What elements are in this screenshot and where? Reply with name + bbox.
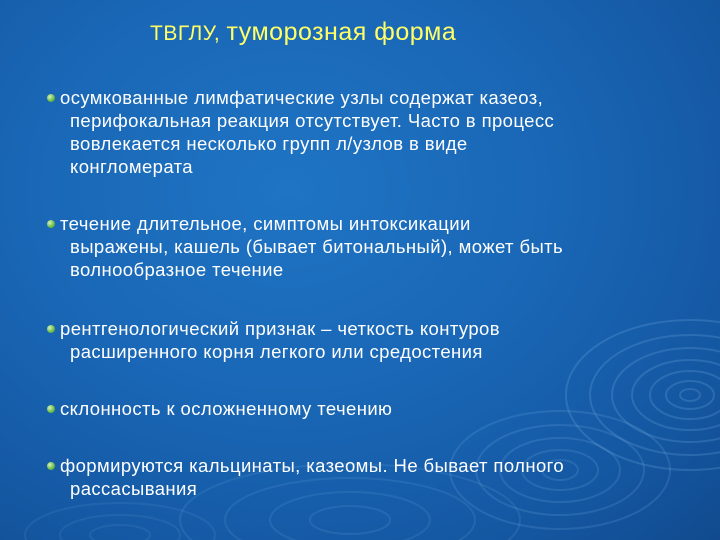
bullet-text xyxy=(60,86,710,178)
bullet-dot-icon xyxy=(47,325,55,333)
bullet-line: вовлекается несколько групп л/узлов в виде xyxy=(70,133,468,154)
title-abbreviation: ТВГЛУ, xyxy=(150,22,227,45)
bullet-dot-icon xyxy=(47,462,55,470)
bullet-line: течение длительное, симптомы интоксикации xyxy=(60,213,471,234)
title-subject: туморозная форма xyxy=(226,18,457,46)
bullet-dot-icon xyxy=(47,94,55,102)
bullet-text xyxy=(60,317,710,363)
bullet-line: расширенного корня легкого или средостения xyxy=(70,341,483,362)
bullet-line: формируются кальцинаты, казеомы. Не бывает полного xyxy=(60,455,565,476)
bullet-dot-icon xyxy=(47,405,55,413)
bullet-text xyxy=(60,397,710,420)
bullet-line: склонность к осложненному течению xyxy=(60,398,393,419)
bullet-line: перифокальная реакция отсутствует. Часто в процесс xyxy=(70,110,555,131)
bullet-text xyxy=(60,212,710,281)
bullet-line: конгломерата xyxy=(70,156,193,177)
bullet-line: рентгенологический признак – четкость контуров xyxy=(60,318,500,339)
bullet-dot-icon xyxy=(47,220,55,228)
bullet-line: рассасывания xyxy=(70,478,198,499)
bullet-line: осумкованные лимфатические узлы содержат казеоз, xyxy=(60,87,544,108)
bullet-line: волнообразное течение xyxy=(70,259,284,280)
slide-title xyxy=(150,18,620,47)
bullet-line: выражены, кашель (бывает битональный), может быть xyxy=(70,236,564,257)
bullet-text xyxy=(60,454,710,500)
